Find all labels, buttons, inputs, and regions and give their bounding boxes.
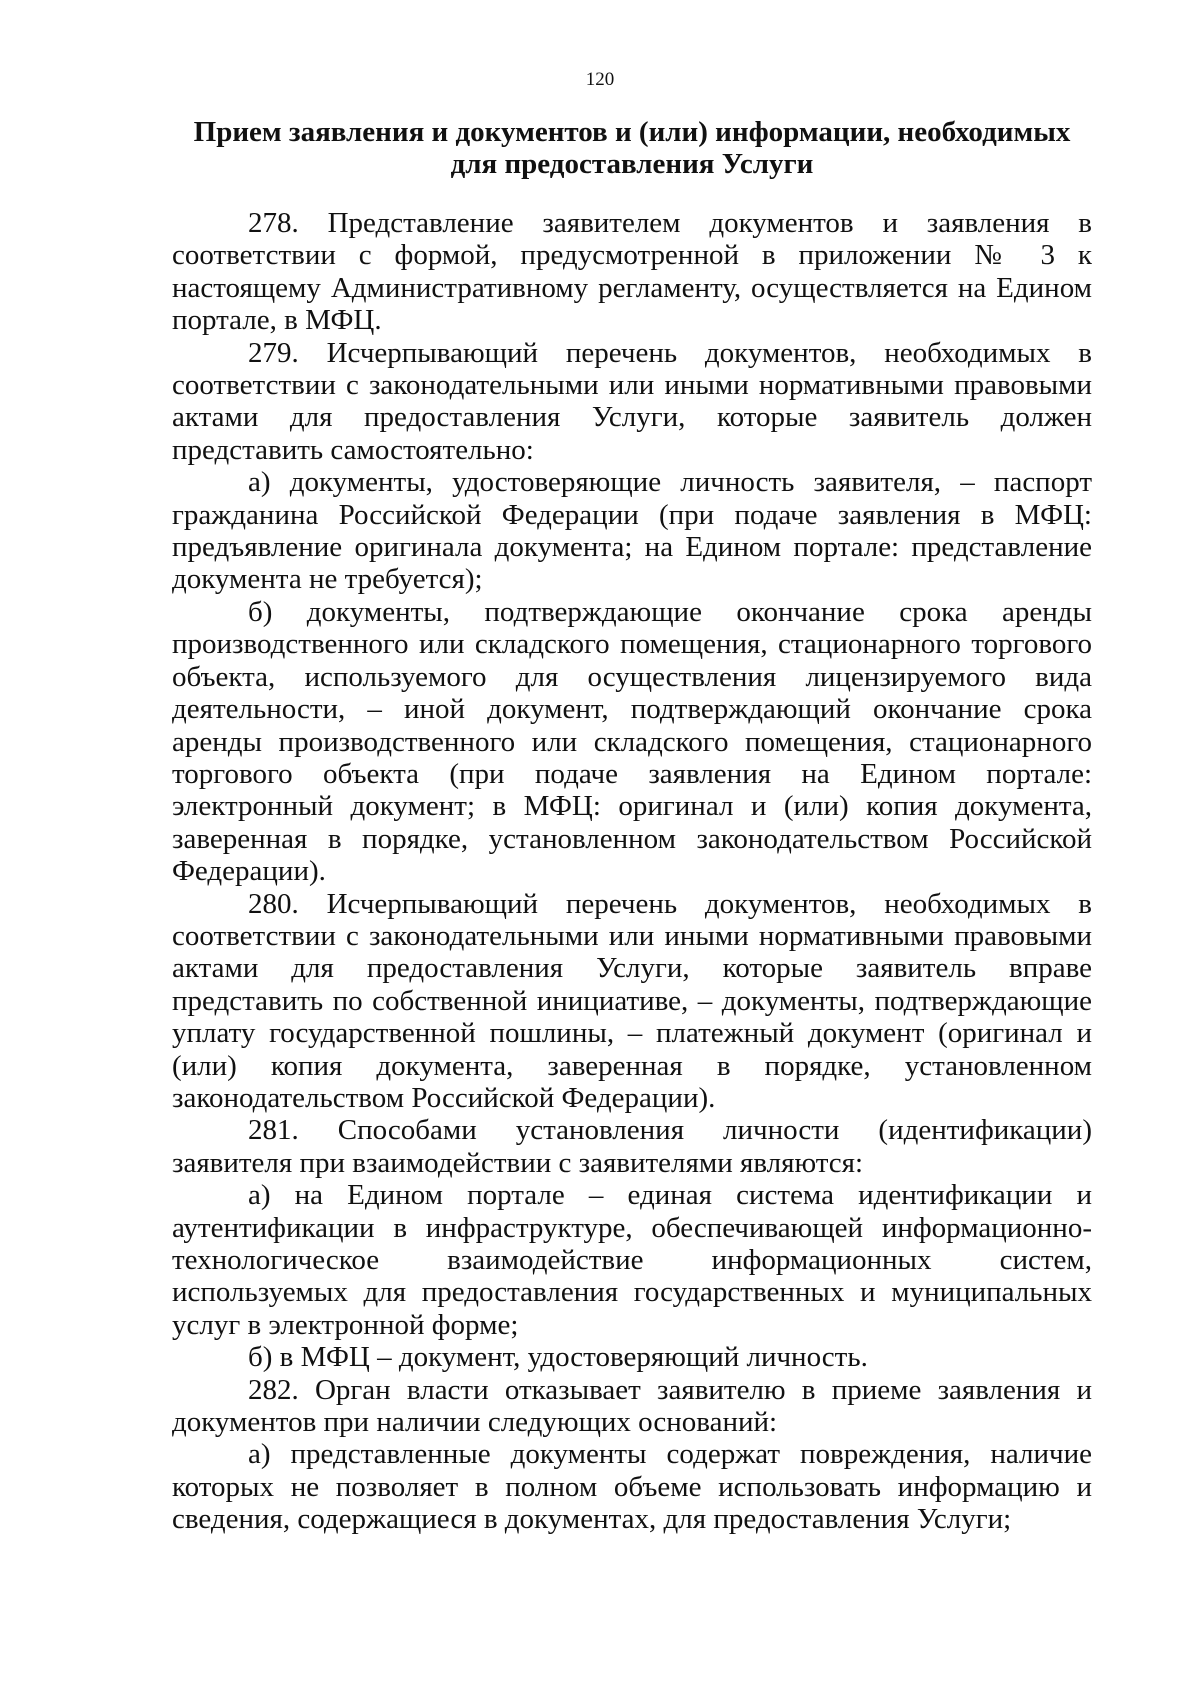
paragraph-281-b: б) в МФЦ – документ, удостоверяющий личность. xyxy=(248,1341,868,1374)
paragraph-279-a: а) документы, удостоверяющие личность заявителя, – паспорт гражданина Российской Федерации (при подаче заявления в МФЦ: предъявление оригинала документа; на Едином портале: представление документа не требуется); xyxy=(172,466,1092,596)
paragraph-281-a: а) на Едином портале – единая система идентификации и аутентификации в инфраструктуре, обеспечивающей информационно-технологическое взаимодействие информационных систем, используемых для предоставления государственных и муниципальных услуг в электронной форме; xyxy=(172,1179,1092,1341)
document-body xyxy=(172,207,1092,1536)
paragraph-279: 279. Исчерпывающий перечень документов, необходимых в соответствии с законодательными или иными нормативными правовыми актами для предоставления Услуги, которые заявитель должен представить самостоятельно: xyxy=(172,336,1092,466)
paragraph-278: 278. Представление заявителем документов и заявления в соответствии с формой, предусмотренной в приложении № 3 к настоящему Административному регламенту, осуществляется на Едином портале, в МФЦ. xyxy=(172,207,1092,337)
page-number: 120 xyxy=(585,69,615,90)
paragraph-281: 281. Способами установления личности (идентификации) заявителя при взаимодействии с заявителями являются: xyxy=(172,1114,1092,1179)
section-heading: Прием заявления и документов и (или) информации, необходимых для предоставления Услуги xyxy=(193,116,1071,180)
paragraph-279-b: б) документы, подтверждающие окончание срока аренды производственного или складского помещения, стационарного торгового объекта, используемого для осуществления лицензируемого вида деятельности, – иной документ, подтверждающий окончание срока аренды производственного или складского помещения, стационарного торгового объекта (при подаче заявления на Едином портале: электронный документ; в МФЦ: оригинал и (или) копия документа, заверенная в порядке, установленном законодательством Российской Федерации). xyxy=(172,595,1092,888)
paragraph-282-a: а) представленные документы содержат повреждения, наличие которых не позволяет в полном объеме использовать информацию и сведения, содержащиеся в документах, для предоставления Услуги; xyxy=(172,1438,1092,1536)
paragraph-280: 280. Исчерпывающий перечень документов, необходимых в соответствии с законодательными или иными нормативными правовыми актами для предоставления Услуги, которые заявитель вправе представить по собственной инициативе, – документы, подтверждающие уплату государственной пошлины, – платежный документ (оригинал и (или) копия документа, заверенная в порядке, установленном законодательством Российской Федерации). xyxy=(172,887,1092,1114)
paragraph-282: 282. Орган власти отказывает заявителю в приеме заявления и документов при наличии следующих оснований: xyxy=(172,1373,1092,1439)
